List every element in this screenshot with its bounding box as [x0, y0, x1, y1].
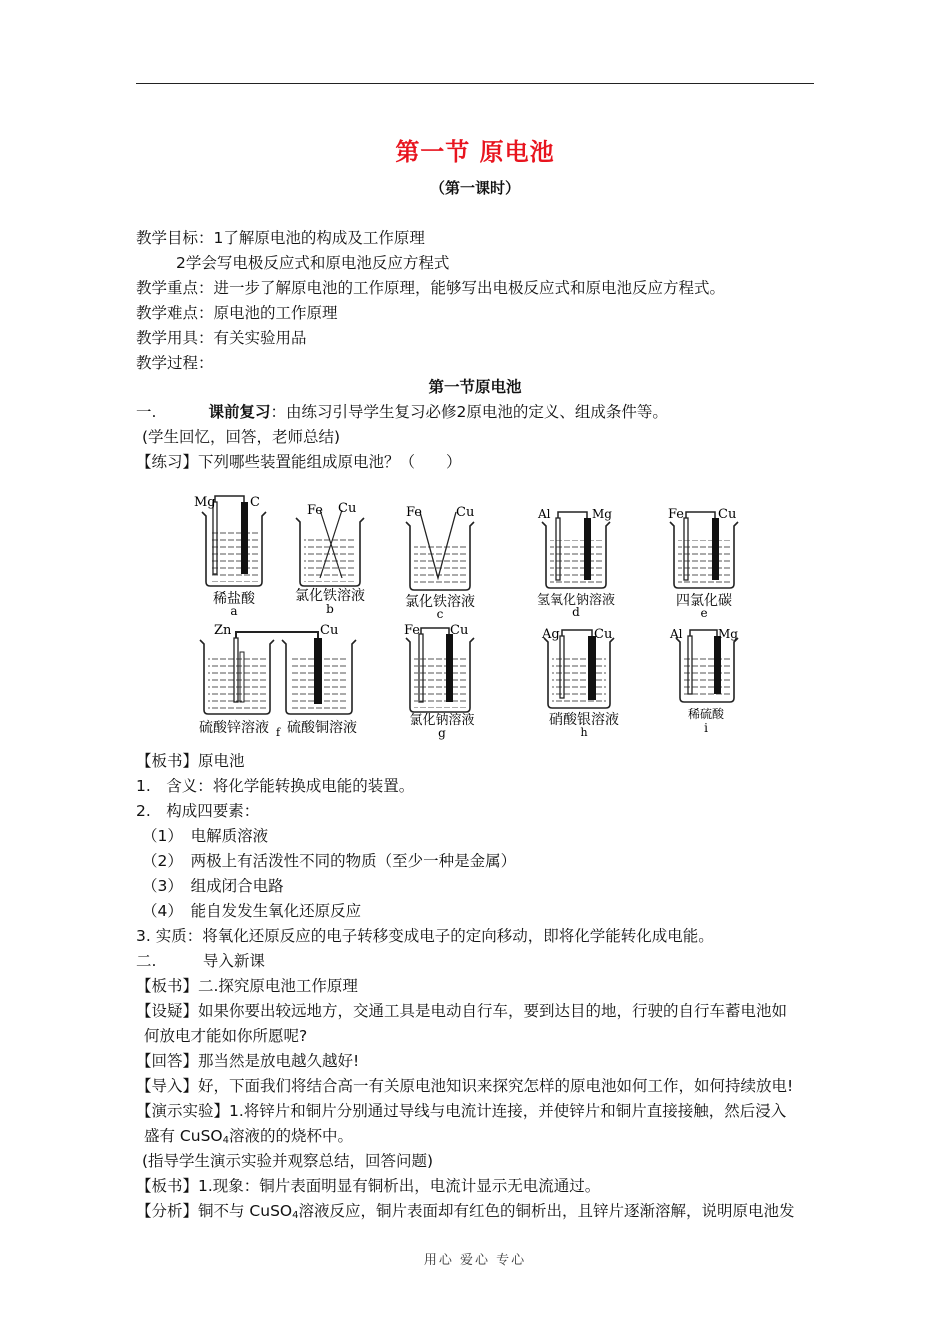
- essence: 3. 实质：将氧化还原反应的电子转移变成电子的定向移动，即将化学能转化成电能。: [136, 927, 714, 945]
- analysis-b: 溶液反应，铜片表面却有红色的铜析出，且锌片逐渐溶解，说明原电池发: [298, 1202, 795, 1220]
- page-subtitle: （第一课时）: [429, 179, 520, 197]
- page-footer: 用心 爱心 专心: [423, 1253, 527, 1268]
- device-a: [194, 495, 266, 618]
- tools-label: 教学用具: [136, 329, 199, 347]
- demo-line-2-a: 盛有 CuSO: [144, 1127, 223, 1145]
- element-2: （2） 两极上有活泼性不同的物质（至少一种是金属）: [142, 852, 517, 870]
- answer: 【回答】那当然是放电越久越好!: [136, 1052, 360, 1070]
- definition: 1. 含义：将化学能转换成电能的装置。: [136, 777, 415, 795]
- element-3: （3） 组成闭合电路: [142, 877, 284, 895]
- key-point-text: 进一步了解原电池的工作原理，能够写出电极反应式和原电池反应方程式。: [213, 279, 726, 297]
- device-e-solution: 四氯化碳: [676, 593, 732, 609]
- demo-line-1: 【演示实验】1.将锌片和铜片分别通过导线与电流计连接，并使锌片和铜片直接接触，然后浸入: [136, 1102, 787, 1120]
- demo-line-2-sub: 4: [222, 1135, 229, 1146]
- review-line: [136, 402, 668, 422]
- objectives-label: 教学目标: [136, 229, 199, 247]
- device-d-electrode-2: Mg: [592, 507, 612, 521]
- question-line-2: 何放电才能如你所愿呢?: [144, 1027, 308, 1045]
- section-heading: 第一节原电池: [428, 378, 522, 396]
- device-c-electrode-2: Cu: [456, 505, 475, 520]
- objectives-line: 教学目标：1了解原电池的构成及工作原理: [136, 229, 425, 247]
- device-e-electrode-2: Cu: [718, 507, 737, 522]
- device-f-electrode-2: Cu: [320, 623, 339, 638]
- review-label: 课前复习: [208, 403, 271, 421]
- device-f-solution-2: 硫酸铜溶液: [287, 720, 357, 736]
- difficulty-text: 原电池的工作原理: [213, 304, 338, 322]
- device-g-electrode-2: Cu: [450, 623, 469, 638]
- device-d-solution: 氢氧化钠溶液: [536, 593, 616, 608]
- device-f-electrode-1: Zn: [214, 623, 232, 638]
- device-h-letter: h: [580, 726, 588, 739]
- elements-title: 2. 构成四要素：: [136, 802, 260, 820]
- device-f-letter: f: [275, 726, 281, 739]
- header-rule: [136, 83, 814, 84]
- device-a-electrode-1: Mg: [194, 495, 216, 510]
- device-i-electrode-2: Mg: [718, 627, 738, 641]
- exercise: 【练习】下列哪些装置能组成原电池？（ ）: [136, 453, 462, 471]
- device-b-electrode-1: Fe: [307, 503, 324, 518]
- tools-line: 教学用具：有关实验用品: [136, 329, 307, 347]
- difficulty-line: 教学难点：原电池的工作原理: [136, 304, 338, 322]
- part-2: 二. 导入新课: [136, 952, 265, 970]
- device-e-electrode-1: Fe: [668, 507, 685, 522]
- board-3: 【板书】1.现象：铜片表面明显有铜析出，电流计显示无电流通过。: [136, 1177, 601, 1195]
- device-g-solution: 氯化钠溶液: [409, 713, 475, 728]
- device-a-letter: a: [230, 604, 238, 618]
- element-4: （4） 能自发发生氧化还原反应: [142, 902, 362, 920]
- device-a-solution: 稀盐酸: [213, 591, 255, 607]
- tools-text: 有关实验用品: [213, 329, 307, 347]
- analysis-sub: 4: [292, 1210, 299, 1221]
- device-i-letter: i: [704, 721, 708, 735]
- intro: 【导入】好，下面我们将结合高一有关原电池知识来探究怎样的原电池如何工作，如何持续放电!: [136, 1077, 794, 1095]
- board-2: 【板书】二.探究原电池工作原理: [136, 977, 358, 995]
- device-d: [537, 507, 615, 619]
- device-g-letter: g: [438, 726, 446, 740]
- analysis-a: 【分析】铜不与 CuSO: [136, 1202, 293, 1220]
- device-b-letter: b: [326, 602, 334, 616]
- device-a-electrode-2: C: [250, 495, 260, 510]
- device-h-electrode-2: Cu: [594, 627, 613, 642]
- device-b-solution: 氯化铁溶液: [295, 588, 365, 604]
- demo-note: (指导学生演示实验并观察总结，回答问题): [142, 1152, 434, 1170]
- device-f-solution-1: 硫酸锌溶液: [199, 720, 269, 736]
- device-c-letter: c: [436, 607, 444, 621]
- process-label: 教学过程：: [136, 354, 214, 372]
- device-i: [669, 627, 738, 735]
- demo-line-2-b: 溶液的的烧杯中。: [229, 1127, 354, 1145]
- demo-line-2: [144, 1126, 353, 1151]
- device-b-electrode-2: Cu: [338, 501, 357, 516]
- objective-2: 2学会写电极反应式和原电池反应方程式: [176, 254, 450, 272]
- device-d-letter: d: [572, 605, 580, 619]
- devices-figure: [180, 488, 770, 744]
- device-e: [668, 507, 738, 620]
- device-d-electrode-1: Al: [538, 507, 551, 521]
- review-note: (学生回忆，回答，老师总结): [142, 428, 341, 446]
- page-title: 第一节 原电池: [395, 138, 555, 166]
- board-1: 【板书】原电池: [136, 752, 245, 770]
- device-i-electrode-1: Al: [670, 627, 683, 641]
- key-point-line: 教学重点：进一步了解原电池的工作原理，能够写出电极反应式和原电池反应方程式。: [136, 279, 726, 297]
- device-g: [404, 623, 475, 740]
- element-1: （1） 电解质溶液: [142, 827, 269, 845]
- device-c-solution: 氯化铁溶液: [405, 594, 475, 610]
- device-b: [295, 501, 365, 616]
- device-h-solution: 硝酸银溶液: [549, 712, 619, 728]
- device-h: [541, 627, 619, 739]
- question-line-1: 【设疑】如果你要出较远地方，交通工具是电动自行车，要到达目的地，行驶的自行车蓄电池如: [136, 1002, 788, 1020]
- device-g-electrode-1: Fe: [404, 623, 421, 638]
- objective-1: 1了解原电池的构成及工作原理: [213, 229, 425, 247]
- review-text: ：由练习引导学生复习必修2原电池的定义、组成条件等。: [270, 403, 668, 421]
- device-c-electrode-1: Fe: [406, 505, 423, 520]
- device-f: [199, 623, 357, 739]
- device-i-solution: 稀硫酸: [687, 707, 725, 721]
- key-point-label: 教学重点: [136, 279, 199, 297]
- device-e-letter: e: [700, 606, 708, 620]
- device-c: [405, 505, 475, 621]
- difficulty-label: 教学难点: [136, 304, 199, 322]
- device-h-electrode-1: Ag: [542, 627, 560, 642]
- review-num: 一.: [136, 403, 157, 421]
- analysis-line: [136, 1201, 795, 1226]
